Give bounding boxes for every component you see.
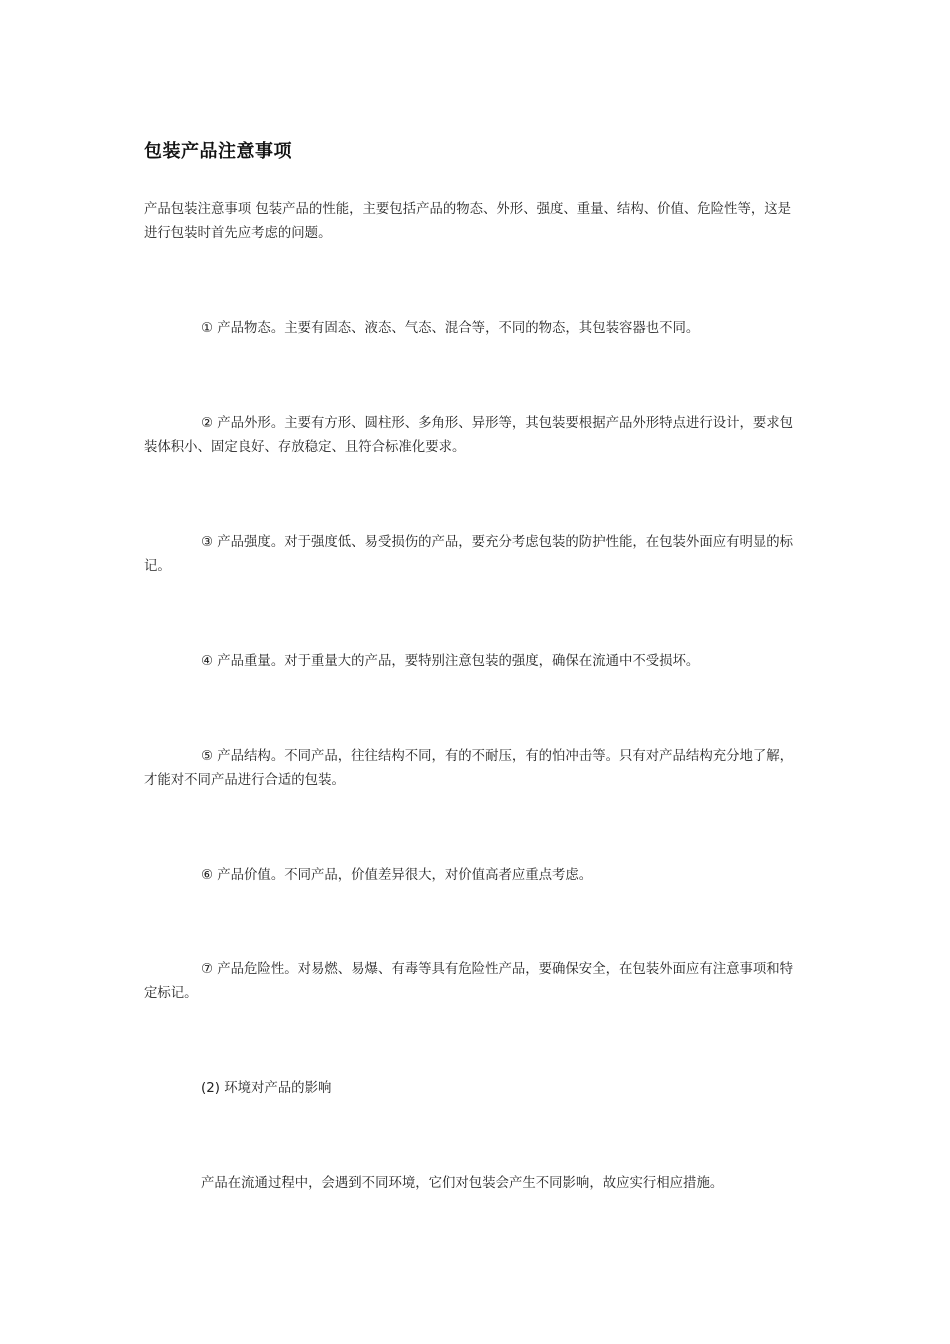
item-structure-paragraph: ⑤ 产品结构。不同产品，往往结构不同，有的不耐压，有的怕冲击等。只有对产品结构充分地了解，才能对不同产品进行合适的包装。 [144,749,794,788]
environment-paragraph: 产品在流通过程中，会遇到不同环境，它们对包装会产生不同影响，故应实行相应措施。 [201,1176,724,1191]
item-hazard-paragraph: ⑦ 产品危险性。对易燃、易爆、有毒等具有危险性产品，要确保安全，在包装外面应有注意事项和特定标记。 [144,962,794,1001]
item-strength-paragraph: ③ 产品强度。对于强度低、易受损伤的产品，要充分考虑包装的防护性能，在包装外面应有明显的标记。 [144,535,794,574]
document-title: 包装产品注意事项 [144,141,292,162]
item-weight-paragraph: ④ 产品重量。对于重量大的产品，要特别注意包装的强度，确保在流通中不受损坏。 [201,654,700,669]
section-heading-environment: (2) 环境对产品的影响 [201,1081,332,1096]
intro-paragraph: 产品包装注意事项 包装产品的性能，主要包括产品的物态、外形、强度、重量、结构、价值、危险性等，这是进行包装时首先应考虑的问题。 [144,202,792,241]
item-value-paragraph: ⑥ 产品价值。不同产品，价值差异很大，对价值高者应重点考虑。 [201,868,593,883]
item-shape-paragraph: ② 产品外形。主要有方形、圆柱形、多角形、异形等，其包装要根据产品外形特点进行设计，要求包装体积小、固定良好、存放稳定、且符合标准化要求。 [144,416,794,455]
item-physical-state-paragraph: ① 产品物态。主要有固态、液态、气态、混合等，不同的物态，其包装容器也不同。 [201,321,700,336]
